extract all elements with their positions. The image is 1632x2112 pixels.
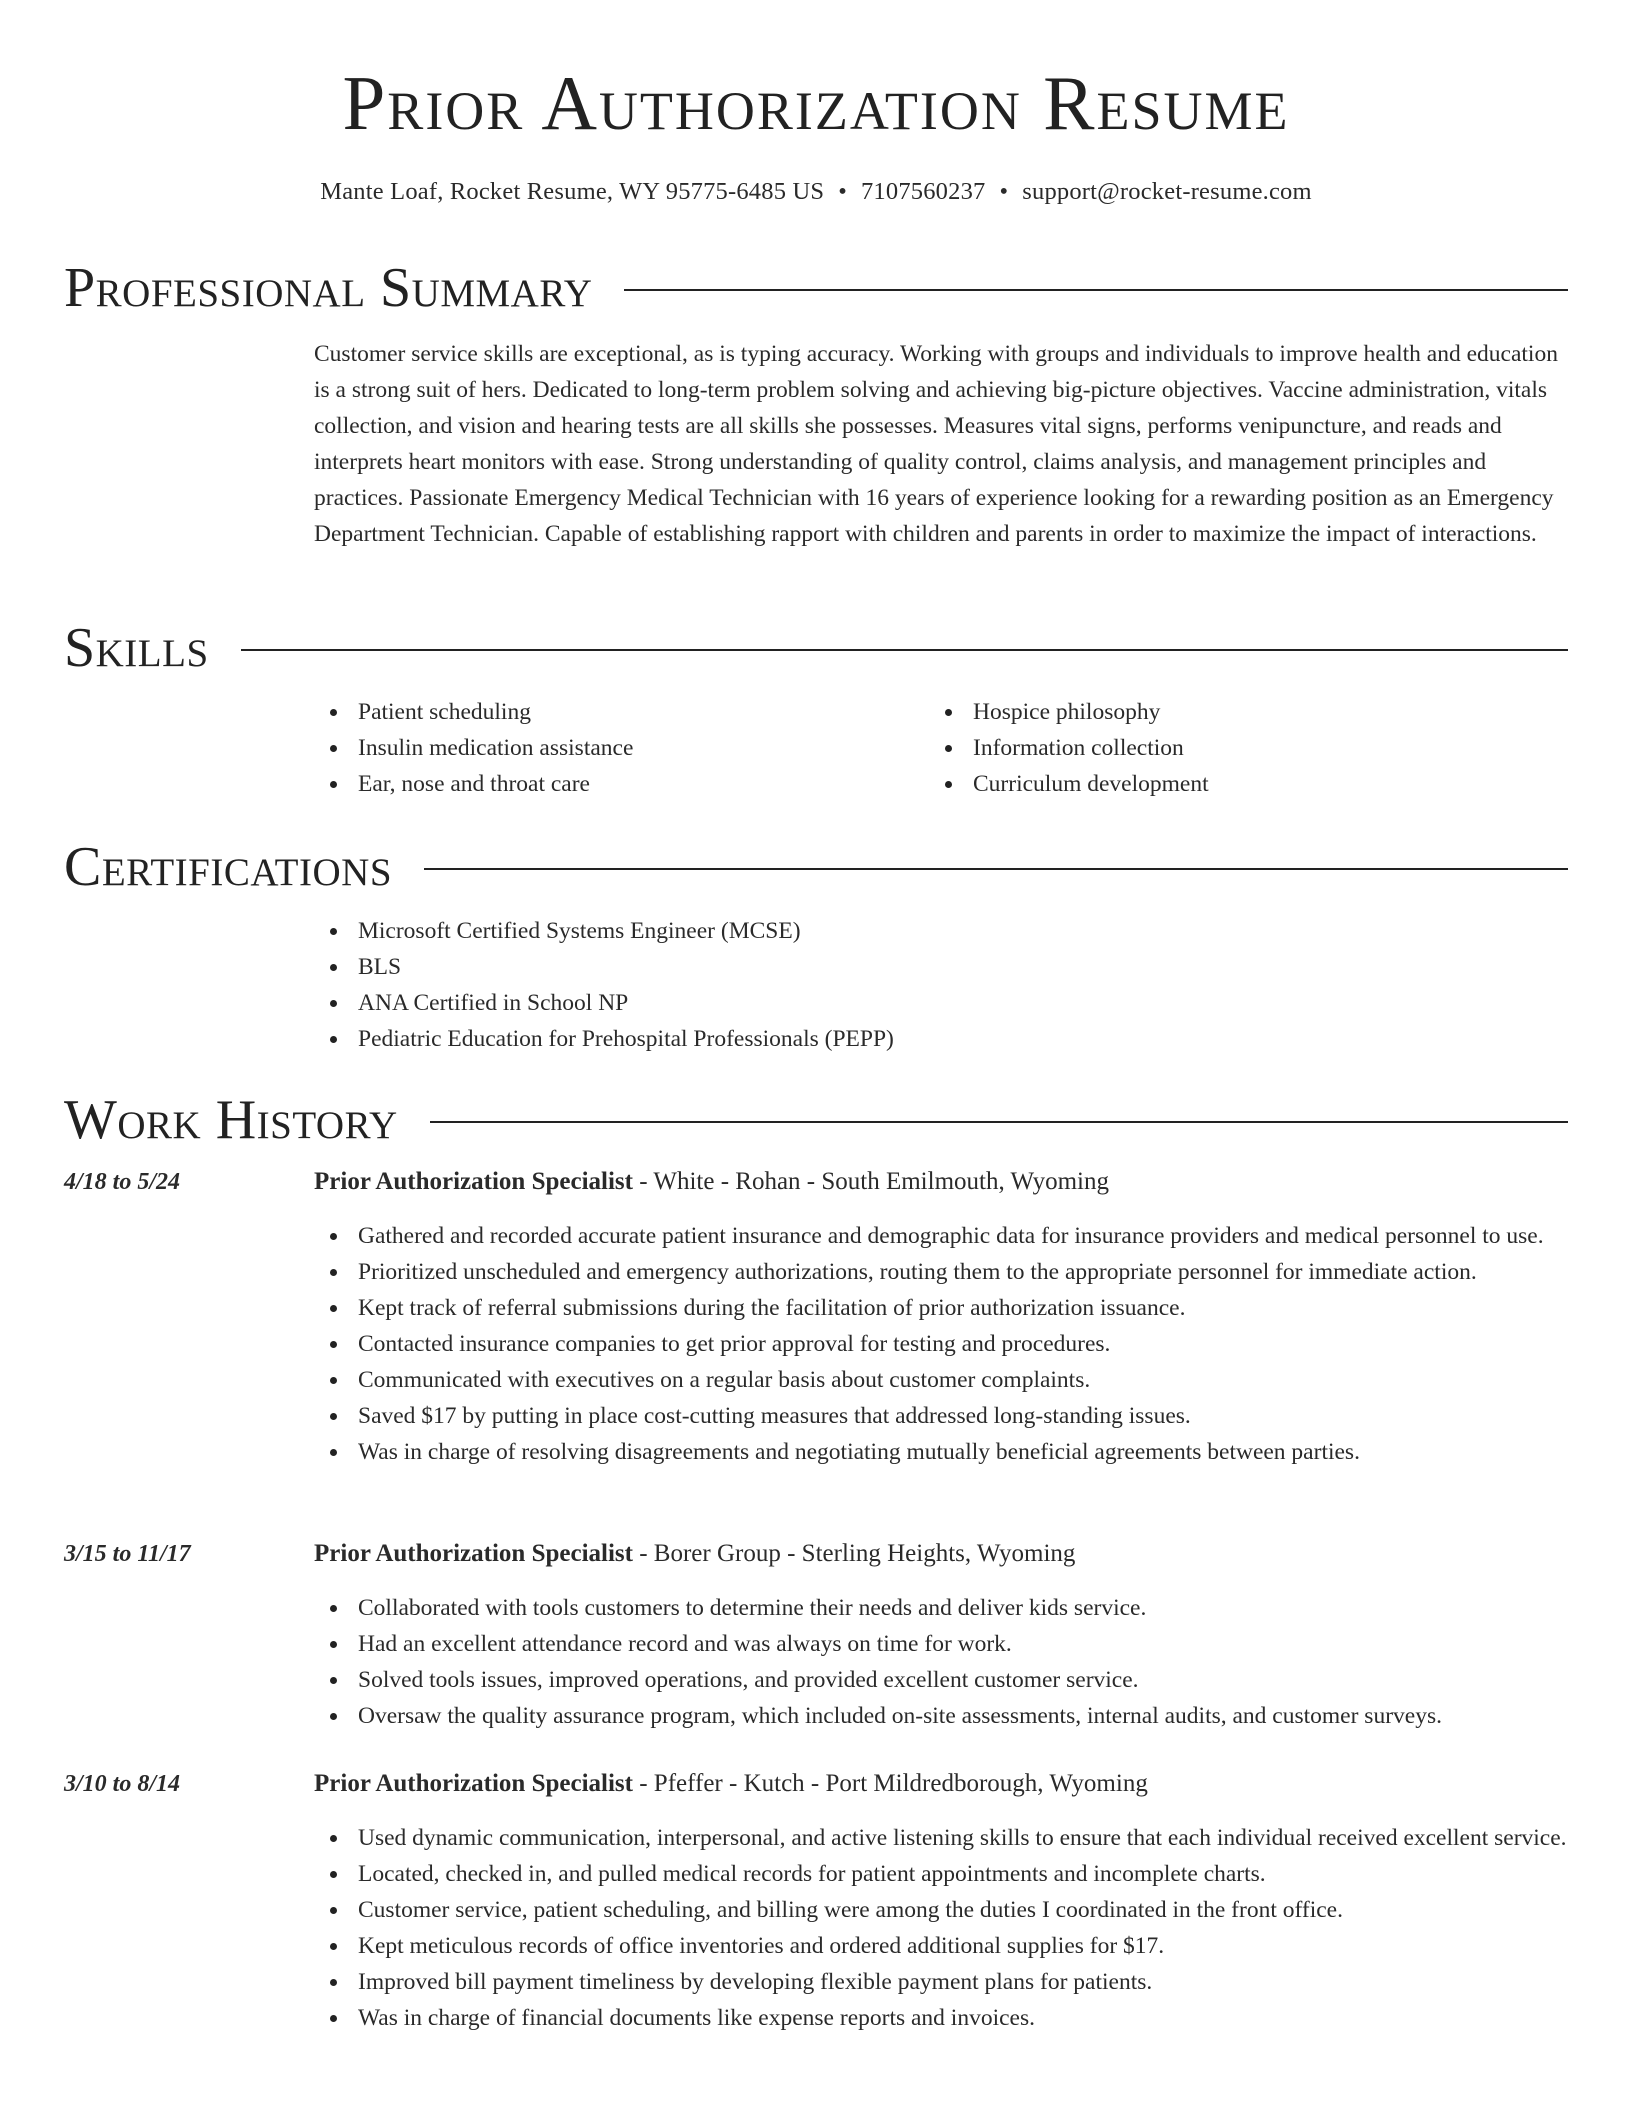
job-duty-item: Oversaw the quality assurance program, which included on-site assessments, internal audits, and customer surveys. [358, 1698, 1568, 1734]
certification-item: Microsoft Certified Systems Engineer (MCSE) [358, 913, 1568, 949]
skills-column-right [929, 694, 1544, 802]
job-duty-item: Solved tools issues, improved operations, and provided excellent customer service. [358, 1662, 1568, 1698]
job-duty-item: Located, checked in, and pulled medical records for patient appointments and incomplete charts. [358, 1856, 1568, 1892]
job-duty-item: Prioritized unscheduled and emergency authorizations, routing them to the appropriate personnel for immediate action. [358, 1254, 1568, 1290]
contact-separator: • [999, 178, 1009, 205]
job-dates: 3/15 to 11/17 [64, 1541, 191, 1567]
job-duty-item: Had an excellent attendance record and was always on time for work. [358, 1626, 1568, 1662]
skill-item: Information collection [973, 730, 1544, 766]
skill-item: Patient scheduling [358, 694, 929, 730]
contact-phone: 7107560237 [860, 178, 986, 205]
job-duty-item: Improved bill payment timeliness by developing flexible payment plans for patients. [358, 1964, 1568, 2000]
job-employer: - Pfeffer - Kutch - Port Mildredborough, Wyoming [632, 1770, 1148, 1797]
job-title-line [314, 1536, 1568, 1572]
job-duty-item: Customer service, patient scheduling, and billing were among the duties I coordinated in the front office. [358, 1892, 1568, 1928]
job-title-line [314, 1164, 1568, 1200]
job-duty-item: Kept meticulous records of office inventories and ordered additional supplies for $17. [358, 1928, 1568, 1964]
job-duty-item: Contacted insurance companies to get prior approval for testing and procedures. [358, 1326, 1568, 1362]
work-history-section-header [64, 1088, 1568, 1152]
contact-email: support@rocket-resume.com [1022, 178, 1312, 205]
contact-address: Mante Loaf, Rocket Resume, WY 95775-6485 US [320, 178, 825, 205]
job-duty-item: Gathered and recorded accurate patient insurance and demographic data for insurance providers and medical personnel to use. [358, 1218, 1568, 1254]
job-employer: - White - Rohan - South Emilmouth, Wyoming [632, 1168, 1109, 1195]
summary-text: Customer service skills are exceptional, as is typing accuracy. Working with groups and individuals to improve health and education is a strong suit of hers. Dedicated to long-term problem solving and achieving big-picture objectives. Vaccine administration, vitals collection, and vision and hearing tests are all skills she possesses. Measures vital signs, performs venipuncture, and reads and interprets heart monitors with ease. Strong understanding of quality control, claims analysis, and management principles and practices. Passionate Emergency Medical Technician with 16 years of experience looking for a rewarding position as an Emergency Department Technician. Capable of establishing rapport with children and parents in order to maximize the impact of interactions. [314, 341, 1558, 547]
job-duty-item: Was in charge of resolving disagreements and negotiating mutually beneficial agreements between parties. [358, 1434, 1568, 1470]
skill-item: Ear, nose and throat care [358, 766, 929, 802]
job-duty-item: Collaborated with tools customers to determine their needs and deliver kids service. [358, 1590, 1568, 1626]
skill-item: Hospice philosophy [973, 694, 1544, 730]
skills-section-header [64, 616, 1568, 680]
job-role: Prior Authorization Specialist [314, 1770, 633, 1797]
job-duties [314, 1218, 1568, 1470]
job-role: Prior Authorization Specialist [314, 1540, 633, 1567]
resume-title: Prior Authorization Resume [342, 60, 1290, 146]
job-duties [314, 1590, 1568, 1734]
skill-item: Curriculum development [973, 766, 1544, 802]
job-duty-item: Was in charge of financial documents like expense reports and invoices. [358, 2000, 1568, 2036]
section-divider [624, 289, 1568, 291]
section-divider [424, 868, 1568, 870]
skills-columns [314, 694, 1568, 802]
section-divider [430, 1121, 1568, 1123]
contact-separator: • [838, 178, 847, 205]
job-duties [314, 1820, 1568, 2036]
skills-column-left [314, 694, 929, 802]
certifications-heading: Certifications [64, 836, 393, 898]
job-duty-item: Used dynamic communication, interpersonal, and active listening skills to ensure that each individual received excellent service. [358, 1820, 1568, 1856]
section-divider [241, 649, 1568, 651]
job-duty-item: Communicated with executives on a regular basis about customer complaints. [358, 1362, 1568, 1398]
job-employer: - Borer Group - Sterling Heights, Wyoming [632, 1540, 1076, 1567]
certification-item: ANA Certified in School NP [358, 985, 1568, 1021]
job-role: Prior Authorization Specialist [314, 1168, 633, 1195]
contact-line [64, 174, 1568, 210]
certifications-list-wrap [314, 913, 1568, 1057]
skill-item: Insulin medication assistance [358, 730, 929, 766]
certification-item: BLS [358, 949, 1568, 985]
summary-heading: Professional Summary [64, 257, 593, 319]
job-dates: 4/18 to 5/24 [64, 1169, 181, 1195]
job-duty-item: Saved $17 by putting in place cost-cutting measures that addressed long-standing issues. [358, 1398, 1568, 1434]
skills-heading: Skills [64, 617, 209, 679]
certifications-section-header [64, 835, 1568, 899]
certification-item: Pediatric Education for Prehospital Professionals (PEPP) [358, 1021, 1568, 1057]
work-history-heading: Work History [64, 1089, 398, 1151]
job-dates: 3/10 to 8/14 [64, 1771, 181, 1797]
summary-section-header [64, 256, 1568, 320]
job-duty-item: Kept track of referral submissions during the facilitation of prior authorization issuance. [358, 1290, 1568, 1326]
job-title-line [314, 1766, 1568, 1802]
